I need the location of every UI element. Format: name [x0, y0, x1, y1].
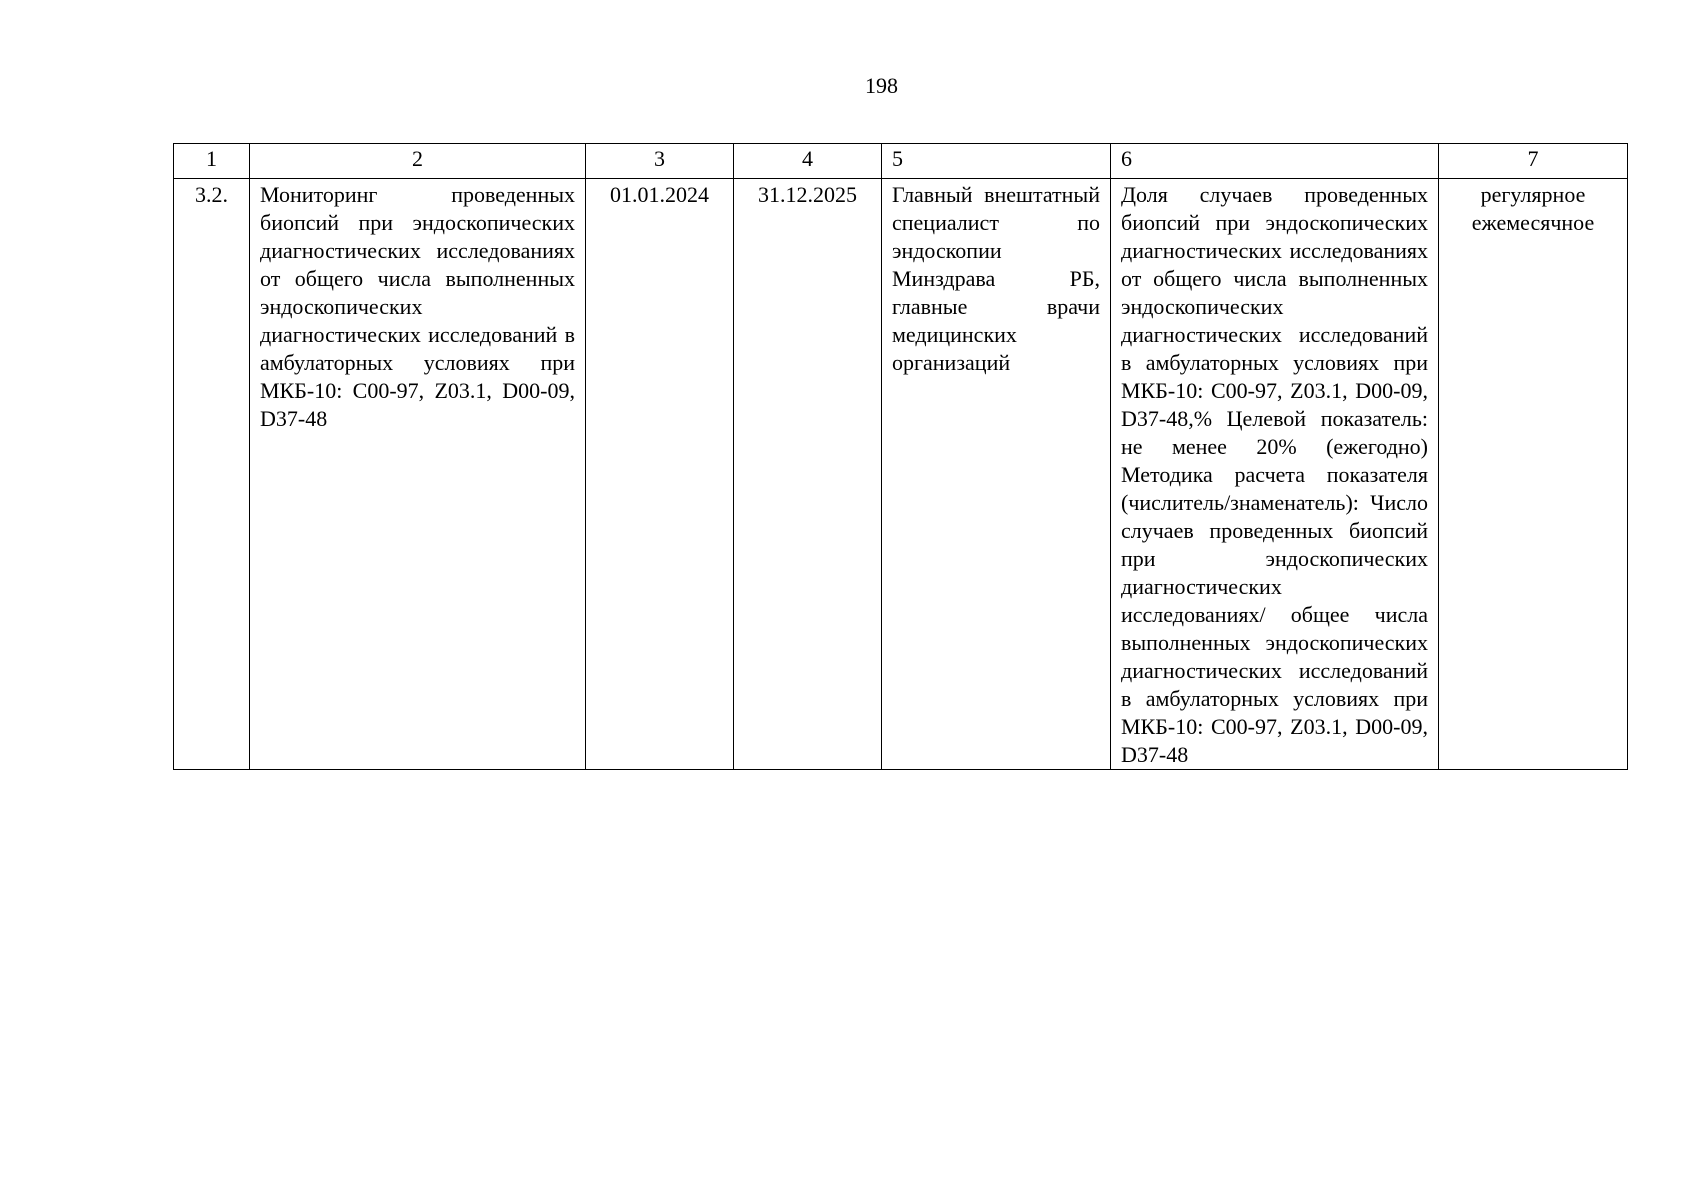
indicator-cell: Доля случаев проведенных биопсий при эндоскопических диагностических исследованиях от общего числа выполненных эндоскопических диагностических исследований в амбулаторных условиях при МКБ-10: C00-97, Z03.1, D00-09, D37-48,% Целевой показатель: не менее 20% (ежегодно) Методика расчета показателя (числитель/знаменатель): Число случаев проведенных биопсий при эндоскопических диагностических исследованиях/ общее числа выполненных эндоскопических диагностических исследований в амбулаторных условиях при МКБ-10: C00-97, Z03.1, D00-09, D37-48 [1111, 179, 1439, 770]
column-header-1: 1 [174, 144, 250, 179]
column-header-2: 2 [250, 144, 586, 179]
measures-table [173, 143, 1628, 770]
table-header-row [174, 144, 1628, 179]
column-header-7: 7 [1439, 144, 1628, 179]
row-number-cell: 3.2. [174, 179, 250, 770]
column-header-5: 5 [882, 144, 1111, 179]
table-row [174, 179, 1628, 770]
column-header-4: 4 [734, 144, 882, 179]
column-header-3: 3 [586, 144, 734, 179]
description-cell: Мониторинг проведенных биопсий при эндоскопических диагностических исследованиях от общего числа выполненных эндоскопических диагностических исследований в амбулаторных условиях при МКБ-10: C00-97, Z03.1, D00-09, D37-48 [250, 179, 586, 770]
responsible-cell: Главный внештатный специалист по эндоскопии Минздрава РБ, главные врачи медицинских организаций [882, 179, 1111, 770]
periodicity-cell: регулярное ежемесячное [1439, 179, 1628, 770]
page-number: 198 [865, 73, 898, 98]
end-date-cell: 31.12.2025 [734, 179, 882, 770]
column-header-6: 6 [1111, 144, 1439, 179]
start-date-cell: 01.01.2024 [586, 179, 734, 770]
